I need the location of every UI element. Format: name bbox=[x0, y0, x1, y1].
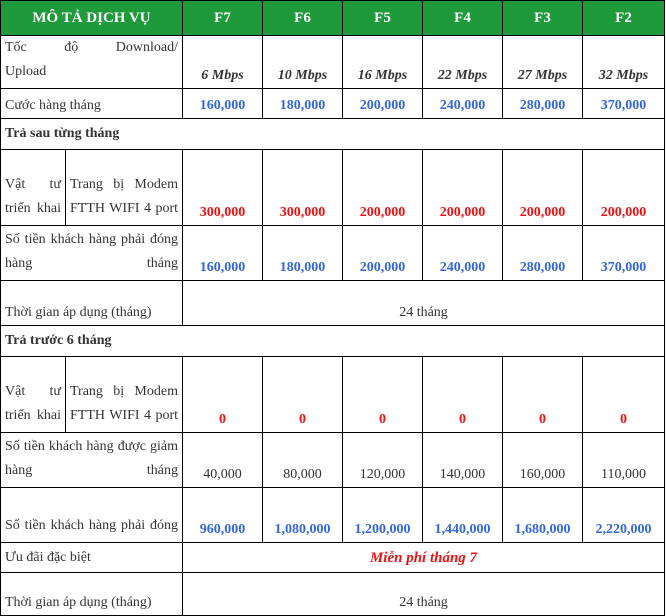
special-offer-label: Ưu đãi đặc biệt bbox=[1, 543, 183, 573]
prepaid-equipment-value: 0 bbox=[343, 357, 423, 433]
prepaid-equipment-row bbox=[1, 357, 665, 433]
postpaid-period-row bbox=[1, 281, 665, 326]
prepaid-pay-value: 1,080,000 bbox=[263, 488, 343, 543]
plan-header-f4: F4 bbox=[423, 1, 503, 36]
prepaid-equipment-value: 0 bbox=[423, 357, 503, 433]
speed-value: 32 Mbps bbox=[583, 36, 665, 89]
speed-value: 16 Mbps bbox=[343, 36, 423, 89]
prepaid-discount-value: 160,000 bbox=[503, 433, 583, 488]
prepaid-equipment-label: Vật tư triển khai bbox=[1, 357, 66, 433]
postpaid-equipment-value: 200,000 bbox=[503, 150, 583, 226]
prepaid-discount-value: 40,000 bbox=[183, 433, 263, 488]
prepaid-pay-row bbox=[1, 488, 665, 543]
postpaid-monthly-pay-label: Số tiền khách hàng phải đóng hàng tháng bbox=[1, 226, 183, 281]
postpaid-monthly-pay-row bbox=[1, 226, 665, 281]
postpaid-equipment-item: Trang bị Modem FTTH WIFI 4 port bbox=[66, 150, 183, 226]
prepaid-discount-label: Số tiền khách hàng được giảm hàng tháng bbox=[1, 433, 183, 488]
speed-label-line2: Upload bbox=[5, 64, 47, 79]
prepaid-equipment-value: 0 bbox=[503, 357, 583, 433]
postpaid-monthly-pay-value: 180,000 bbox=[263, 226, 343, 281]
prepaid-discount-value: 120,000 bbox=[343, 433, 423, 488]
prepaid-section-row bbox=[1, 326, 665, 357]
special-offer-value: Miễn phí tháng 7 bbox=[183, 543, 665, 573]
prepaid-pay-value: 1,680,000 bbox=[503, 488, 583, 543]
postpaid-period-label: Thời gian áp dụng (tháng) bbox=[1, 281, 183, 326]
prepaid-period-value: 24 tháng bbox=[183, 573, 665, 616]
special-offer-row bbox=[1, 543, 665, 573]
speed-row bbox=[1, 36, 665, 89]
postpaid-monthly-pay-value: 280,000 bbox=[503, 226, 583, 281]
postpaid-monthly-pay-value: 160,000 bbox=[183, 226, 263, 281]
monthly-fee-value: 280,000 bbox=[503, 89, 583, 119]
prepaid-pay-value: 1,200,000 bbox=[343, 488, 423, 543]
speed-value: 6 Mbps bbox=[183, 36, 263, 89]
speed-label-line1: Tốc độ Download/ bbox=[5, 40, 178, 55]
prepaid-discount-row bbox=[1, 433, 665, 488]
speed-label bbox=[1, 36, 183, 89]
postpaid-equipment-value: 300,000 bbox=[263, 150, 343, 226]
monthly-fee-row bbox=[1, 89, 665, 119]
postpaid-equipment-row bbox=[1, 150, 665, 226]
postpaid-equipment-value: 200,000 bbox=[343, 150, 423, 226]
prepaid-period-row bbox=[1, 573, 665, 616]
speed-value: 27 Mbps bbox=[503, 36, 583, 89]
prepaid-equipment-value: 0 bbox=[263, 357, 343, 433]
postpaid-equipment-value: 200,000 bbox=[583, 150, 665, 226]
prepaid-discount-value: 110,000 bbox=[583, 433, 665, 488]
plan-header-f6: F6 bbox=[263, 1, 343, 36]
prepaid-equipment-item: Trang bị Modem FTTH WIFI 4 port bbox=[66, 357, 183, 433]
monthly-fee-value: 200,000 bbox=[343, 89, 423, 119]
header-row bbox=[1, 1, 665, 36]
postpaid-monthly-pay-value: 200,000 bbox=[343, 226, 423, 281]
postpaid-equipment-label: Vật tư triển khai bbox=[1, 150, 66, 226]
postpaid-equipment-value: 200,000 bbox=[423, 150, 503, 226]
speed-value: 22 Mbps bbox=[423, 36, 503, 89]
plan-header-f2: F2 bbox=[583, 1, 665, 36]
postpaid-monthly-pay-value: 370,000 bbox=[583, 226, 665, 281]
monthly-fee-label: Cước hàng tháng bbox=[1, 89, 183, 119]
prepaid-equipment-value: 0 bbox=[583, 357, 665, 433]
prepaid-discount-value: 140,000 bbox=[423, 433, 503, 488]
postpaid-section-title: Trả sau từng tháng bbox=[1, 119, 665, 150]
plan-header-f5: F5 bbox=[343, 1, 423, 36]
plan-header-f7: F7 bbox=[183, 1, 263, 36]
prepaid-pay-value: 1,440,000 bbox=[423, 488, 503, 543]
prepaid-equipment-value: 0 bbox=[183, 357, 263, 433]
postpaid-equipment-value: 300,000 bbox=[183, 150, 263, 226]
prepaid-section-title: Trả trước 6 tháng bbox=[1, 326, 665, 357]
postpaid-period-value: 24 tháng bbox=[183, 281, 665, 326]
prepaid-period-label: Thời gian áp dụng (tháng) bbox=[1, 573, 183, 616]
postpaid-monthly-pay-value: 240,000 bbox=[423, 226, 503, 281]
prepaid-pay-label: Số tiền khách hàng phải đóng bbox=[1, 488, 183, 543]
monthly-fee-value: 180,000 bbox=[263, 89, 343, 119]
postpaid-section-row bbox=[1, 119, 665, 150]
monthly-fee-value: 370,000 bbox=[583, 89, 665, 119]
service-description-header: MÔ TẢ DỊCH VỤ bbox=[1, 1, 183, 36]
speed-value: 10 Mbps bbox=[263, 36, 343, 89]
monthly-fee-value: 240,000 bbox=[423, 89, 503, 119]
prepaid-pay-value: 960,000 bbox=[183, 488, 263, 543]
prepaid-pay-value: 2,220,000 bbox=[583, 488, 665, 543]
monthly-fee-value: 160,000 bbox=[183, 89, 263, 119]
prepaid-discount-value: 80,000 bbox=[263, 433, 343, 488]
plan-header-f3: F3 bbox=[503, 1, 583, 36]
